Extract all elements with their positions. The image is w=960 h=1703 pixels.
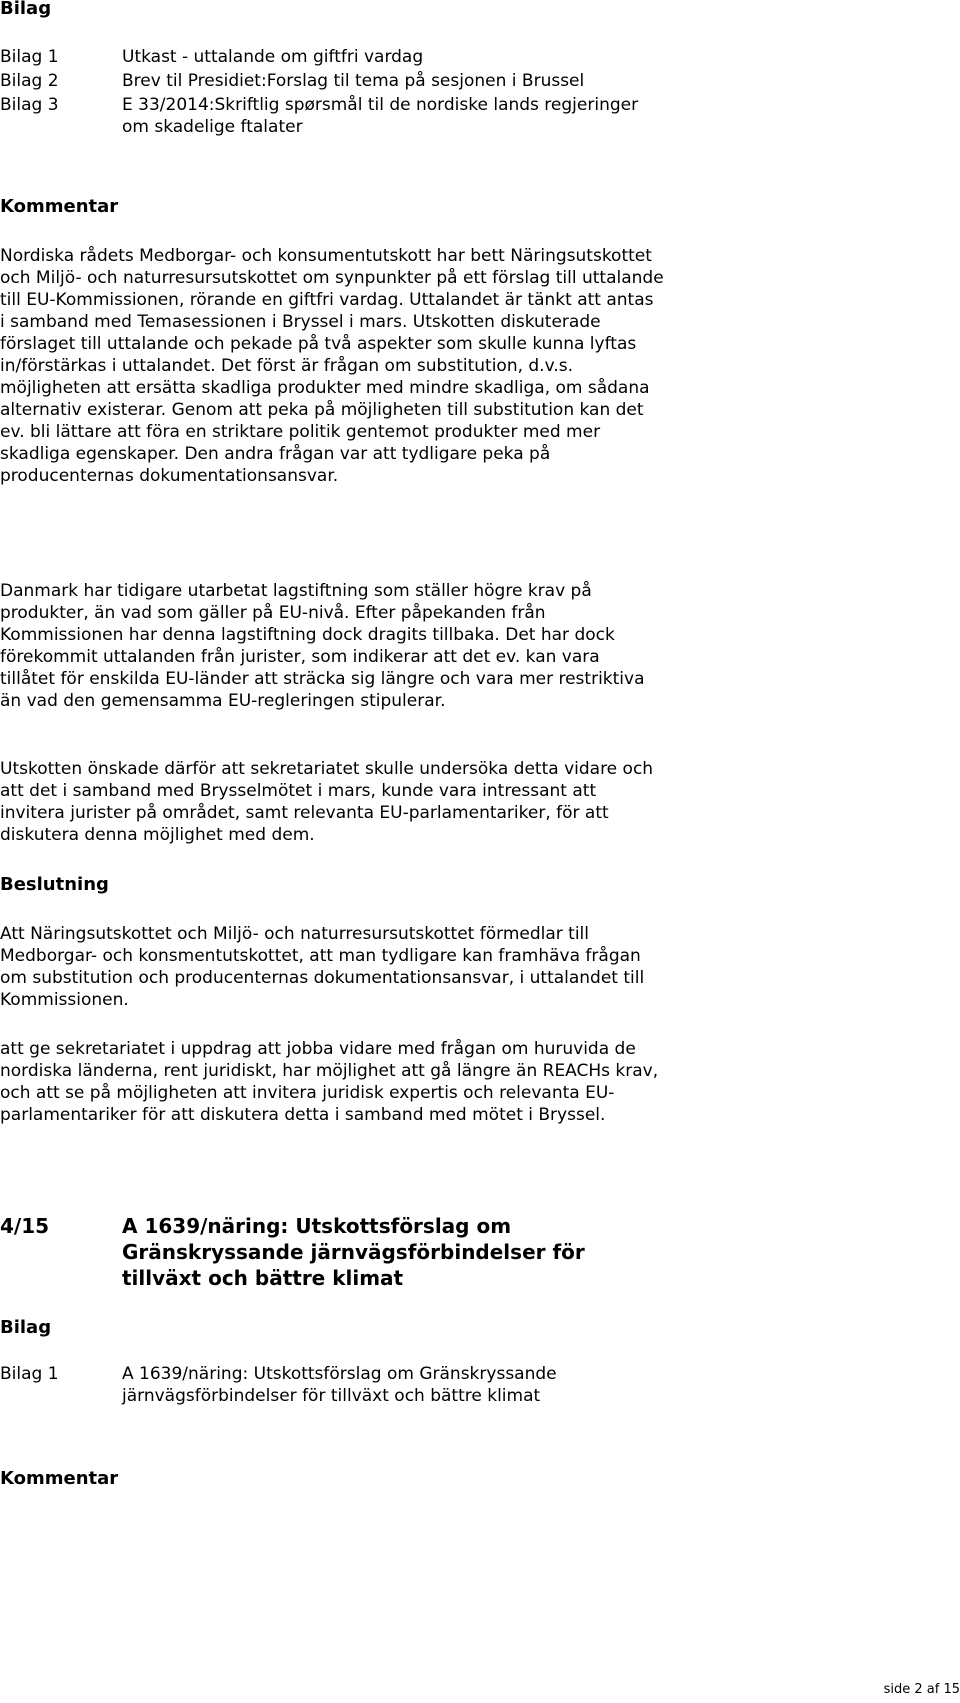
text-line: nordiska länderna, rent juridiskt, har möjlighet att gå längre än REACHs krav, (0, 1061, 659, 1081)
attachment-label-2: Bilag 2 (0, 71, 59, 91)
bilag-heading: Bilag (0, 0, 52, 19)
text-line: att det i samband med Brysselmötet i mars, kunde vara intressant att (0, 781, 597, 801)
text-line: i samband med Temasessionen i Bryssel i mars. Utskotten diskuterade (0, 312, 601, 332)
text-line: att ge sekretariatet i uppdrag att jobba vidare med frågan om huruvida de (0, 1039, 636, 1059)
text-line: än vad den gemensamma EU-regleringen stipulerar. (0, 691, 446, 711)
beslutning-paragraph-2 (0, 1038, 790, 1126)
text-line: till EU-Kommissionen, rörande en giftfri vardag. Uttalandet är tänkt att antas (0, 290, 654, 310)
text-line: Nordiska rådets Medborgar- och konsumentutskott har bett Näringsutskottet (0, 246, 652, 266)
attachment-description-3 (122, 94, 638, 138)
text-line: och Miljö- och naturresursutskottet om synpunkter på ett förslag till uttalande (0, 268, 664, 288)
title-line: tillväxt och bättre klimat (122, 1266, 404, 1290)
kommentar-paragraph-1 (0, 245, 790, 487)
attachment-line: Brev til Presidiet:Forslag til tema på sesjonen i Brussel (122, 71, 585, 91)
text-line: alternativ existerar. Genom att peka på möjligheten till substitution kan det (0, 400, 644, 420)
attachment-line: A 1639/näring: Utskottsförslag om Gränskryssande (122, 1364, 557, 1384)
attachment-description-1 (122, 46, 423, 68)
text-line: Medborgar- och konsmentutskottet, att man tydligare kan framhäva frågan (0, 946, 641, 966)
attachment-line: E 33/2014:Skriftlig spørsmål til de nordiske lands regjeringer (122, 95, 639, 115)
bilag-heading-2: Bilag (0, 1317, 52, 1338)
text-line: ev. bli lättare att föra en striktare politik gentemot produkter med mer (0, 422, 601, 442)
attachment-label-3: Bilag 3 (0, 95, 59, 115)
attachment-description-2 (122, 70, 584, 92)
kommentar-heading-2: Kommentar (0, 1468, 119, 1489)
text-line: och att se på möjligheten att invitera juridisk expertis och relevanta EU- (0, 1083, 615, 1103)
title-line: Gränskryssande järnvägsförbindelser för (122, 1240, 585, 1264)
agenda-item-number: 4/15 (0, 1214, 50, 1238)
text-line: produkter, än vad som gäller på EU-nivå. Efter påpekanden från (0, 603, 546, 623)
attachment-label-1: Bilag 1 (0, 47, 59, 67)
text-line: producenternas dokumentationsansvar. (0, 466, 339, 486)
kommentar-heading: Kommentar (0, 196, 119, 217)
attachment-line: om skadelige ftalater (122, 117, 303, 137)
beslutning-paragraph-1 (0, 923, 790, 1011)
kommentar-paragraph-2 (0, 580, 790, 712)
text-line: diskutera denna möjlighet med dem. (0, 825, 315, 845)
text-line: Danmark har tidigare utarbetat lagstiftning som ställer högre krav på (0, 581, 592, 601)
text-line: in/förstärkas i uttalandet. Det först är frågan om substitution, d.v.s. (0, 356, 573, 376)
text-line: förekommit uttalanden från jurister, som indikerar att det ev. kan vara (0, 647, 600, 667)
text-line: om substitution och producenternas dokumentationsansvar, i uttalandet till (0, 968, 645, 988)
text-line: Att Näringsutskottet och Miljö- och naturresursutskottet förmedlar till (0, 924, 589, 944)
text-line: möjligheten att ersätta skadliga produkter med mindre skadliga, om sådana (0, 378, 650, 398)
text-line: skadliga egenskaper. Den andra frågan var att tydligare peka på (0, 444, 551, 464)
text-line: Kommissionen har denna lagstiftning dock dragits tillbaka. Det har dock (0, 625, 615, 645)
kommentar-paragraph-3 (0, 758, 790, 846)
page-number: side 2 af 15 (883, 1682, 960, 1697)
attachment-line: Utkast - uttalande om giftfri vardag (122, 47, 424, 67)
text-line: Utskotten önskade därför att sekretariatet skulle undersöka detta vidare och (0, 759, 654, 779)
text-line: förslaget till uttalande och pekade på två aspekter som skulle kunna lyftas (0, 334, 637, 354)
attachment-description-2-1 (122, 1363, 557, 1407)
agenda-item-title (122, 1213, 585, 1291)
beslutning-heading: Beslutning (0, 874, 109, 895)
text-line: tillåtet för enskilda EU-länder att sträcka sig längre och vara mer restriktiva (0, 669, 645, 689)
text-line: parlamentariker för att diskutera detta i samband med mötet i Bryssel. (0, 1105, 606, 1125)
attachment-line: järnvägsförbindelser för tillväxt och bättre klimat (122, 1386, 541, 1406)
text-line: invitera jurister på området, samt relevanta EU-parlamentariker, för att (0, 803, 609, 823)
attachment-label-2-1: Bilag 1 (0, 1364, 59, 1384)
title-line: A 1639/näring: Utskottsförslag om (122, 1214, 512, 1238)
text-line: Kommissionen. (0, 990, 129, 1010)
